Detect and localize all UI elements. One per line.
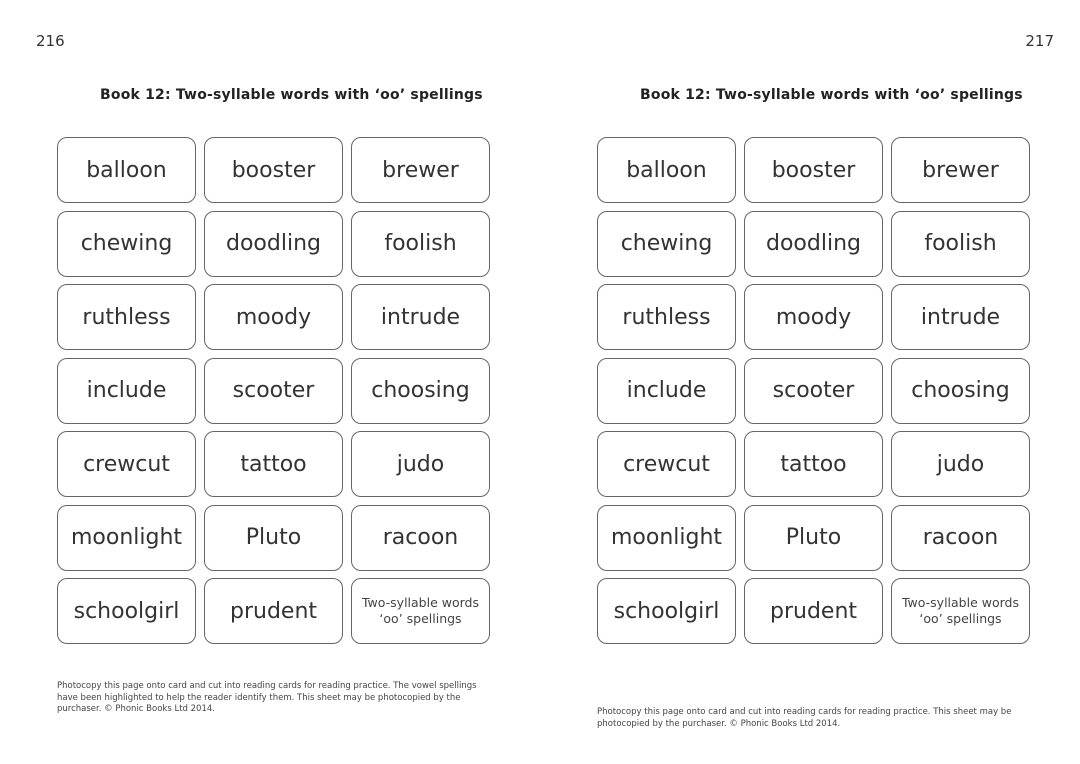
- word-card[interactable]: tattoo: [204, 431, 343, 497]
- word-card[interactable]: moonlight: [597, 505, 736, 571]
- word-card[interactable]: booster: [744, 137, 883, 203]
- title-card[interactable]: Two-syllable words ‘oo’ spellings: [351, 578, 490, 644]
- word-card[interactable]: Pluto: [744, 505, 883, 571]
- word-card[interactable]: foolish: [891, 211, 1030, 277]
- word-card[interactable]: ruthless: [57, 284, 196, 350]
- page-heading: Book 12: Two-syllable words with ‘oo’ spellings: [640, 87, 1023, 103]
- title-card[interactable]: Two-syllable words ‘oo’ spellings: [891, 578, 1030, 644]
- word-card[interactable]: judo: [351, 431, 490, 497]
- word-card[interactable]: balloon: [57, 137, 196, 203]
- word-card[interactable]: crewcut: [597, 431, 736, 497]
- word-card[interactable]: intrude: [351, 284, 490, 350]
- word-card[interactable]: moody: [204, 284, 343, 350]
- word-card[interactable]: choosing: [351, 358, 490, 424]
- word-card[interactable]: moody: [744, 284, 883, 350]
- word-card[interactable]: moonlight: [57, 505, 196, 571]
- word-card-grid: [57, 137, 490, 644]
- word-card[interactable]: brewer: [891, 137, 1030, 203]
- word-card[interactable]: booster: [204, 137, 343, 203]
- word-card[interactable]: ruthless: [597, 284, 736, 350]
- word-card[interactable]: include: [57, 358, 196, 424]
- word-card[interactable]: judo: [891, 431, 1030, 497]
- right-page: [540, 0, 1080, 764]
- word-card[interactable]: tattoo: [744, 431, 883, 497]
- word-card[interactable]: chewing: [57, 211, 196, 277]
- word-card[interactable]: foolish: [351, 211, 490, 277]
- word-card[interactable]: schoolgirl: [597, 578, 736, 644]
- word-card[interactable]: balloon: [597, 137, 736, 203]
- page-footer-note: Photocopy this page onto card and cut into reading cards for reading practice. This sheet may be photocopied by the purchaser. © Phonic Books Ltd 2014.: [597, 707, 1012, 729]
- word-card[interactable]: scooter: [744, 358, 883, 424]
- word-card[interactable]: Pluto: [204, 505, 343, 571]
- word-card-grid: [597, 137, 1030, 644]
- word-card[interactable]: racoon: [351, 505, 490, 571]
- word-card[interactable]: scooter: [204, 358, 343, 424]
- word-card[interactable]: brewer: [351, 137, 490, 203]
- page-number: 217: [1025, 32, 1054, 50]
- word-card[interactable]: prudent: [204, 578, 343, 644]
- page-number: 216: [36, 32, 65, 50]
- word-card[interactable]: racoon: [891, 505, 1030, 571]
- word-card[interactable]: include: [597, 358, 736, 424]
- word-card[interactable]: intrude: [891, 284, 1030, 350]
- word-card[interactable]: crewcut: [57, 431, 196, 497]
- word-card[interactable]: prudent: [744, 578, 883, 644]
- word-card[interactable]: schoolgirl: [57, 578, 196, 644]
- word-card[interactable]: chewing: [597, 211, 736, 277]
- page-heading: Book 12: Two-syllable words with ‘oo’ spellings: [100, 87, 483, 103]
- word-card[interactable]: doodling: [744, 211, 883, 277]
- page-footer-note: Photocopy this page onto card and cut into reading cards for reading practice. The vowel spellings have been highlighted to help the reader identify them. This sheet may be photocopied by the purchaser. © Phonic Books Ltd 2014.: [57, 681, 477, 714]
- word-card[interactable]: doodling: [204, 211, 343, 277]
- word-card[interactable]: choosing: [891, 358, 1030, 424]
